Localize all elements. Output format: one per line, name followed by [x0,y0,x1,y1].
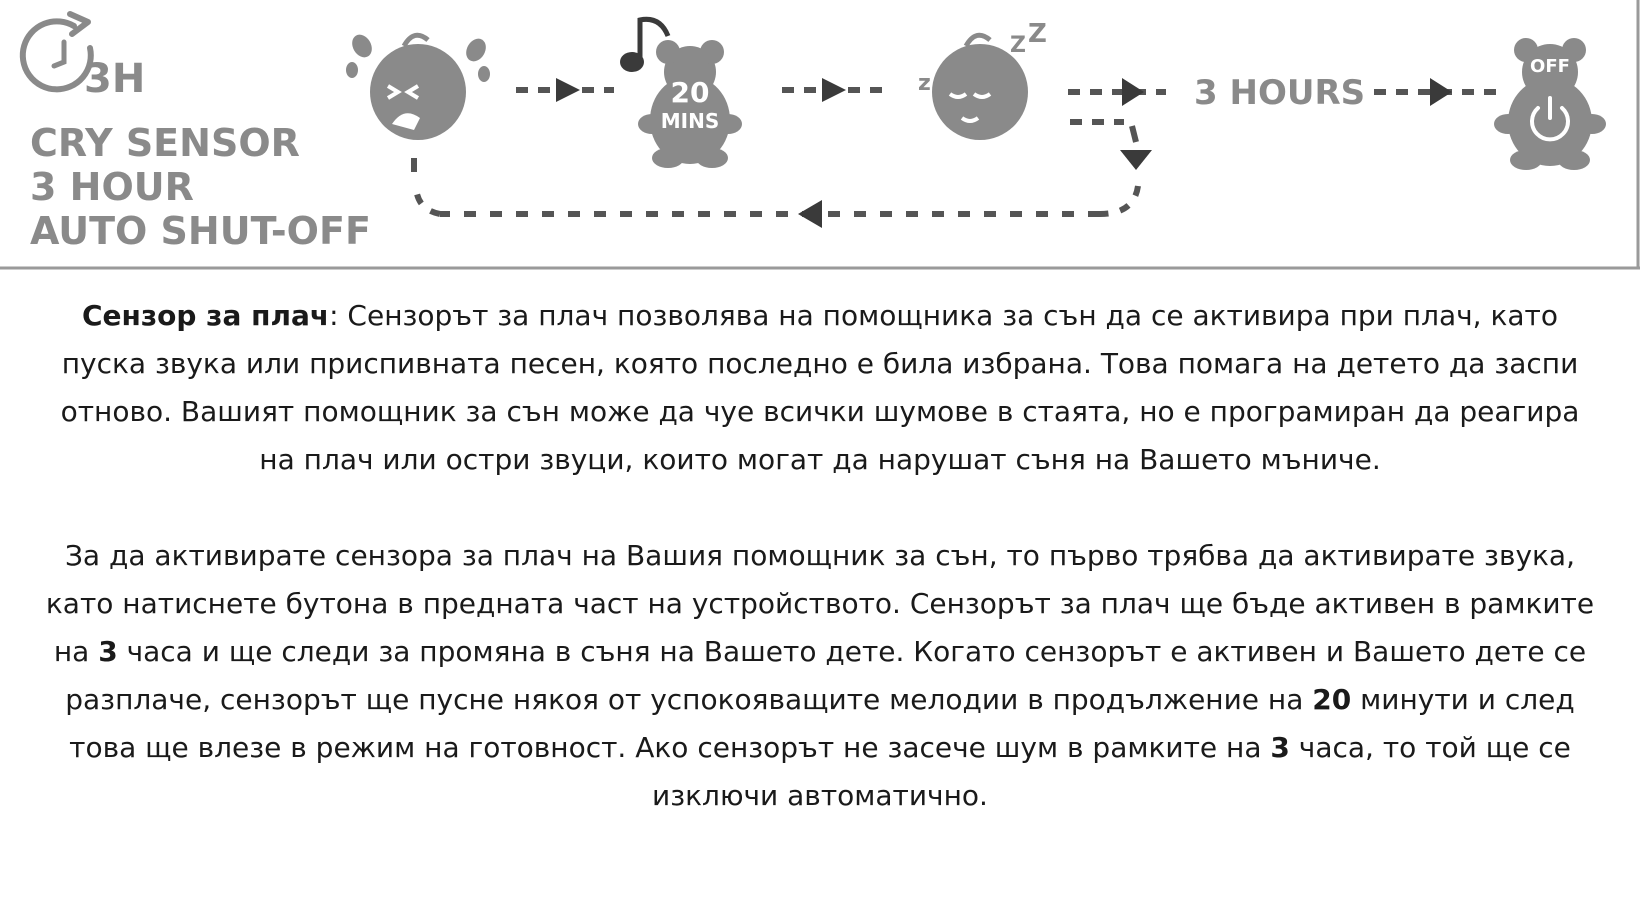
sleep-letter-large: Z [1028,19,1047,49]
loop-back-arrow [414,122,1152,228]
crying-baby-icon [346,31,490,140]
bear-timer-unit: MINS [660,109,720,133]
timer-3h-icon [23,14,91,89]
flow-arrow-4 [1374,78,1500,106]
text-line [0,292,1640,340]
text-line: като натиснете бутона в предната част на устройството. Сензорът за плач ще бъде активен в рамките [45,587,1595,620]
text-segment: часа, то той ще се [1289,731,1571,764]
minutes-number: 20 [1312,683,1352,716]
text-segment: минути и след [1351,683,1575,716]
text-line: За да активирате сензора за плач на Вашия помощник за сън, то първо трябва да активирате звука, [64,539,1575,572]
text-segment: това ще влезе в режим на готовност. Ако сензорът не засече шум в рамките на [69,731,1271,764]
text-segment: : Сензорът за плач позволява на помощника за сън да се активира при плач, като [329,299,1558,332]
text-line [0,628,1640,676]
text-line: отново. Вашият помощник за сън може да чуе всички шумове в стаята, но е програмиран да реагира [60,395,1580,428]
text-line [0,676,1640,724]
flow-arrow-3 [1068,78,1166,106]
text-segment: на [53,635,99,668]
diagram-title-line-3: AUTO SHUT-OFF [30,209,371,253]
cry-sensor-term: Сензор за плач [82,299,330,332]
diagram-title-line-2: 3 HOUR [30,165,194,209]
text-segment: разплаче, сензорът ще пусне някоя от успокояващите мелодии в продължение на [65,683,1313,716]
off-label: OFF [1530,56,1570,77]
hours-number: 3 [1270,731,1290,764]
text-segment: часа и ще следи за промяна в съня на Вашето дете. Когато сензорът е активен и Вашето дете се [117,635,1587,668]
diagram-title-line-1: CRY SENSOR [30,121,300,165]
cry-sensor-diagram [0,0,1640,274]
sleep-letter-medium: Z [1010,33,1026,58]
text-line: пуска звука или приспивната песен, която последно е била избрана. Това помага на детето да заспи [61,347,1579,380]
sleep-letter-small: z [918,71,931,96]
hours-number: 3 [98,635,118,668]
flow-arrow-1 [516,78,614,102]
paragraph-activation-instructions [0,532,1640,820]
duration-label: 3 HOURS [1194,73,1366,113]
bear-timer-number: 20 [670,76,710,109]
text-line [0,724,1640,772]
paragraph-cry-sensor-intro [0,292,1640,484]
text-line: изключи автоматично. [652,779,988,812]
timer-badge-text: 3H [84,56,146,102]
text-line: на плач или остри звуци, които могат да нарушат съня на Вашето мъниче. [259,443,1381,476]
flow-arrow-2 [782,78,884,102]
description-text [0,292,1640,820]
